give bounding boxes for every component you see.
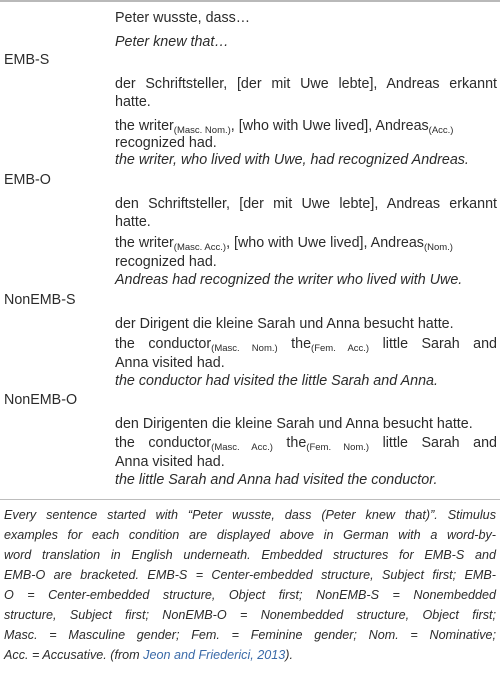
emb-o-gloss-line1 <box>115 234 453 252</box>
nonemb-o-german: den Dirigenten die kleine Sarah und Anna besucht hatte. <box>115 416 473 432</box>
emb-s-german-line1: der Schriftsteller, [der mit Uwe lebte], Andreas erkannt <box>115 76 497 92</box>
footnote-line: structure, Subject first; NonEMB-O = Nonembedded structure, Object first; <box>4 608 496 622</box>
gloss-case-tag: (Masc. Acc.) <box>173 242 227 253</box>
emb-s-gloss-line2: recognized had. <box>115 135 217 151</box>
gloss-case-tag: (Masc. Nom.) <box>173 125 231 136</box>
gloss-word: little Sarah and <box>369 336 497 352</box>
footnote-line: EMB-O are bracketed. EMB-S = Center-embedded structure, Subject first; EMB- <box>4 568 496 582</box>
gloss-word: the conductor <box>115 435 212 451</box>
intro-german: Peter wusste, dass… <box>115 10 251 26</box>
gloss-word: , [who with Uwe lived], Andreas <box>226 235 424 251</box>
footnote-line: O = Center-embedded structure, Object first; NonEMB-S = Nonembedded <box>4 588 496 602</box>
emb-s-translation: the writer, who lived with Uwe, had recognized Andreas. <box>115 152 469 168</box>
condition-label-emb-o: EMB-O <box>4 172 51 188</box>
footnote-line-last <box>4 645 496 665</box>
footnote-line: examples for each condition are displayed above in German with a word-by- <box>4 528 496 542</box>
bottom-rule <box>0 499 500 500</box>
nonemb-s-german: der Dirigent die kleine Sarah und Anna besucht hatte. <box>115 316 454 332</box>
emb-o-german-line1: den Schriftsteller, [der mit Uwe lebte], Andreas erkannt <box>115 196 497 212</box>
gloss-case-tag: (Acc.) <box>428 125 454 136</box>
table-footnote <box>4 505 496 665</box>
footnote-text: Acc. = Accusative. (from <box>4 648 144 662</box>
emb-o-german-line2: hatte. <box>115 214 151 230</box>
nonemb-s-translation: the conductor had visited the little Sarah and Anna. <box>115 373 438 389</box>
nonemb-o-translation: the little Sarah and Anna had visited the conductor. <box>115 472 438 488</box>
gloss-word: the writer <box>115 118 174 134</box>
gloss-word: the writer <box>115 235 174 251</box>
gloss-word: little Sarah and <box>369 435 497 451</box>
footnote-line: Masc. = Masculine gender; Fem. = Feminine gender; Nom. = Nominative; <box>4 628 496 642</box>
gloss-word: the <box>277 336 312 352</box>
footnote-text: ). <box>285 648 293 662</box>
emb-s-gloss-line1 <box>115 117 453 135</box>
condition-label-emb-s: EMB-S <box>4 52 50 68</box>
gloss-word: the <box>272 435 307 451</box>
gloss-word: , [who with Uwe lived], Andreas <box>230 118 429 134</box>
gloss-case-tag: (Masc. Acc.) <box>211 442 273 453</box>
emb-o-gloss-line2: recognized had. <box>115 254 217 270</box>
citation-link[interactable]: Jeon and Friederici, 2013 <box>143 648 286 662</box>
condition-label-nonemb-o: NonEMB-O <box>4 392 78 408</box>
footnote-line: word translation in English underneath. Embedded structures for EMB-S and <box>4 548 496 562</box>
top-rule <box>0 0 500 2</box>
intro-english: Peter knew that… <box>115 34 229 50</box>
gloss-case-tag: (Fem. Nom.) <box>306 442 370 453</box>
nonemb-s-gloss-line2: Anna visited had. <box>115 355 225 371</box>
nonemb-s-gloss-line1 <box>115 335 497 353</box>
gloss-case-tag: (Nom.) <box>423 242 453 253</box>
emb-o-translation: Andreas had recognized the writer who lived with Uwe. <box>115 272 463 288</box>
gloss-case-tag: (Masc. Nom.) <box>211 343 278 354</box>
footnote-line: Every sentence started with “Peter wusste, dass (Peter knew that)”. Stimulus <box>4 508 496 522</box>
nonemb-o-gloss-line2: Anna visited had. <box>115 454 225 470</box>
condition-label-nonemb-s: NonEMB-S <box>4 292 76 308</box>
emb-s-german-line2: hatte. <box>115 94 151 110</box>
gloss-case-tag: (Fem. Acc.) <box>311 343 370 354</box>
nonemb-o-gloss-line1 <box>115 434 497 452</box>
gloss-word: the conductor <box>115 336 212 352</box>
